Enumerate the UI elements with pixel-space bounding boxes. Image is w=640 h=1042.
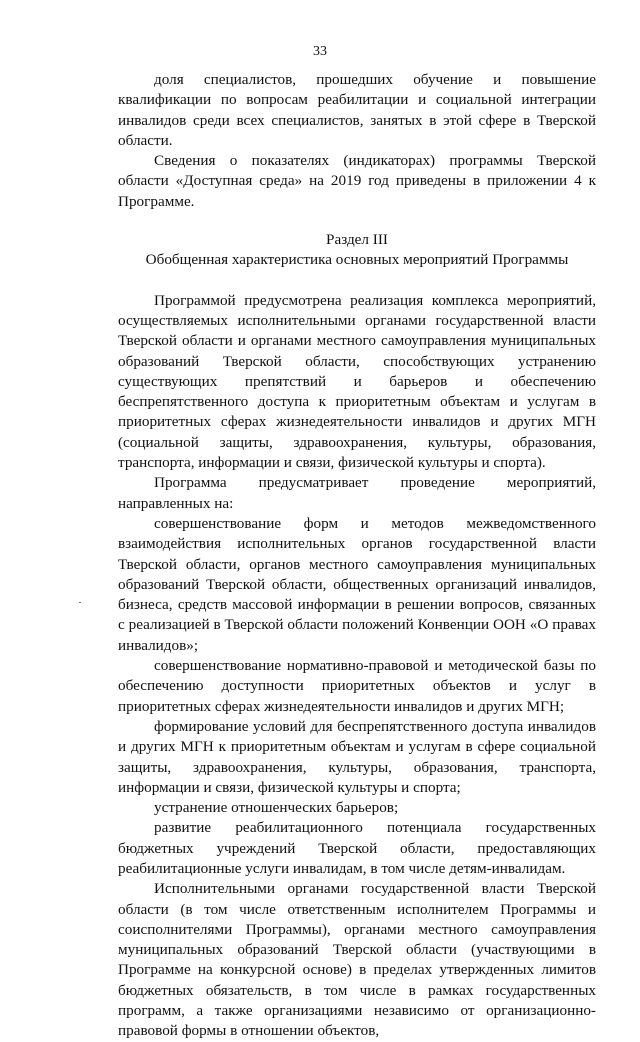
page-number: 33 — [313, 44, 327, 59]
list-item: развитие реабилитационного потенциала государственных бюджетных учреждений Тверской области, предоставляющих реабилитационные услуги инвалидам, в том числе детям-инвалидам. — [118, 819, 596, 877]
list-item: формирование условий для беспрепятственного доступа инвалидов и других МГН к приоритетным объектам и услугам в сфере социальной защиты, здравоохранения, культуры, образования, транспорта, информации и связи, физической культуры и спорта; — [118, 717, 596, 796]
margin-mark — [79, 602, 81, 603]
paragraph: доля специалистов, прошедших обучение и повышение квалификации по вопросам реабилитации и социальной интеграции инвалидов среди всех специалистов, занятых в этой сфере в Тверской области. — [118, 71, 596, 149]
paragraph: Сведения о показателях (индикаторах) программы Тверской области «Доступная среда» на 2019 год приведены в приложении 4 к Программе. — [118, 152, 596, 210]
list-item: совершенствование нормативно-правовой и методической базы по обеспечению доступности приоритетных объектов и услуг в приоритетных сферах жизнедеятельности инвалидов и других МГН; — [118, 657, 596, 715]
section-heading: Раздел III — [326, 231, 388, 249]
list-item: устранение отношенческих барьеров; — [154, 799, 399, 817]
list-item: совершенствование форм и методов межведомственного взаимодействия исполнительных органов государственной власти Тверской области, органов местного самоуправления муниципальных образований Тверской области, общественных организаций инвалидов, бизнеса, средств массовой информации в решении вопросов, связанных с реализацией в Тверской области положений Конвенции ООН «О правах инвалидов»; — [118, 514, 596, 654]
page-body — [118, 70, 596, 1042]
section-title: Обобщенная характеристика основных мероприятий Программы — [145, 251, 569, 269]
paragraph: Исполнительными органами государственной власти Тверской области (в том числе ответственным исполнителем Программы и соисполнителями Программы), органами местного самоуправления муниципальных образований Тверской области (участвующими в Программе на конкурсной основе) в пределах утвержденных лимитов бюджетных обязательств, в том числе в рамках государственных программ, а также организациями независимо от организационно-правовой формы в отношении объектов, — [118, 880, 596, 1040]
paragraph: Программой предусмотрена реализация комплекса мероприятий, осуществляемых исполнительными органами государственной власти Тверской области и органами местного самоуправления муниципальных образований Тверской области, способствующих устранению существующих препятствий и барьеров и обеспечению беспрепятственного доступа к приоритетным объектам и услугам в приоритетных сферах жизнедеятельности инвалидов и других МГН (социальной защиты, здравоохранения, культуры, образования, транспорта, информации и связи, физической культуры и спорта). — [118, 291, 596, 472]
paragraph: Программа предусматривает проведение мероприятий, направленных на: — [118, 474, 596, 512]
